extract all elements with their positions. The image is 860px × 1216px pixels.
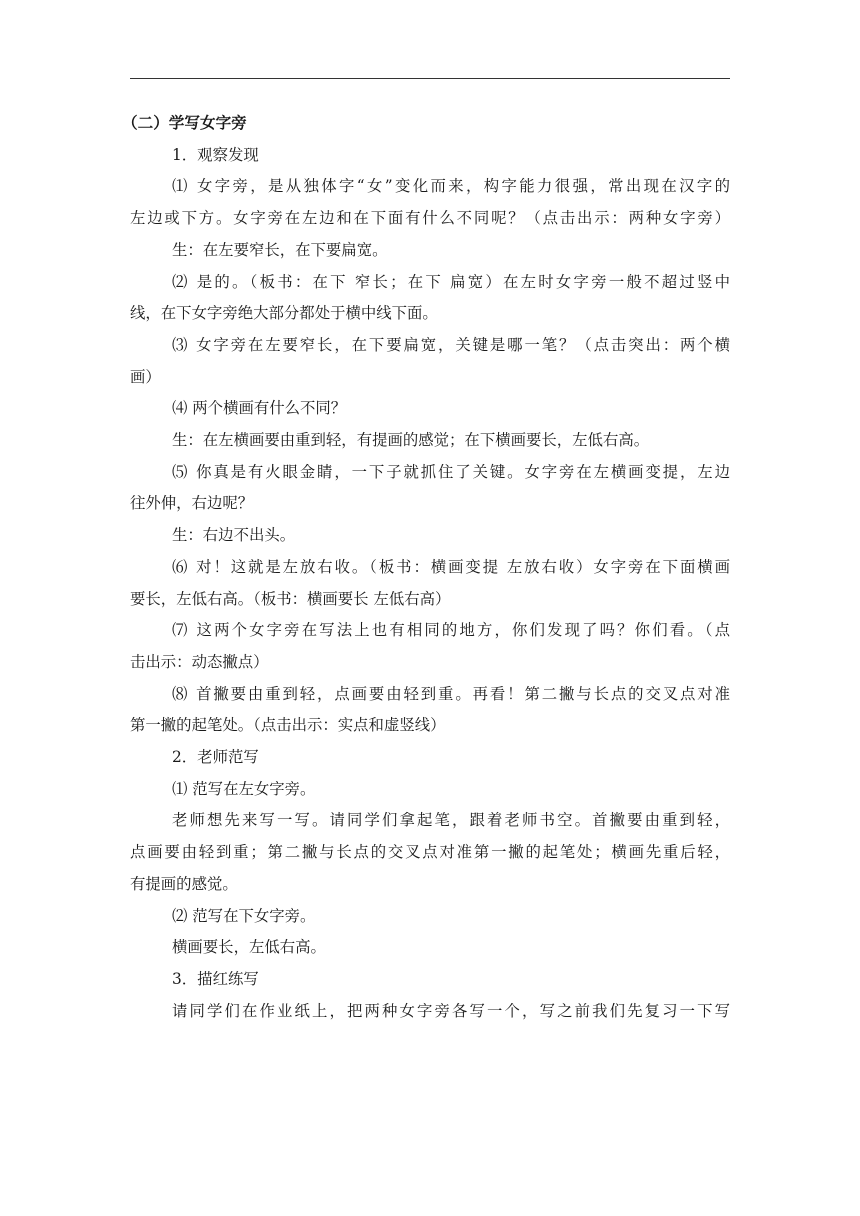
text-line: 2．老师范写 <box>172 748 259 767</box>
section-heading: （二）学写女字旁 <box>122 114 247 132</box>
header-rule <box>130 78 730 79</box>
text-line: 老师想先来写一写。请同学们拿起笔，跟着老师书空。首撇要由重到轻， <box>172 811 730 830</box>
text-line: 有提画的感觉。 <box>130 874 238 893</box>
text-line: 生：在左横画要由重到轻，有提画的感觉；在下横画要长，左低右高。 <box>172 431 650 450</box>
text-line: ⑵ 范写在下女字旁。 <box>172 906 316 925</box>
text-line: 生：在左要窄长，在下要扁宽。 <box>172 240 388 259</box>
text-line: ⑴ 女字旁，是从独体字“女”变化而来，构字能力很强，常出现在汉字的 <box>172 177 730 196</box>
text-line: ⑴ 范写在左女字旁。 <box>172 779 316 798</box>
text-line: ⑺ 这两个女字旁在写法上也有相同的地方，你们发现了吗？你们看。（点 <box>172 621 730 640</box>
text-line: 线，在下女字旁绝大部分都处于横中线下面。 <box>130 304 438 323</box>
text-line: ⑵ 是的。（板书：在下 窄长；在下 扁宽）在左时女字旁一般不超过竖中 <box>172 272 730 291</box>
text-line: 往外伸，右边呢？ <box>130 494 254 513</box>
document-body <box>122 108 730 1027</box>
text-line: 横画要长，左低右高。 <box>172 938 326 957</box>
text-line: 点画要由轻到重；第二撇与长点的交叉点对准第一撇的起笔处；横画先重后轻， <box>130 843 730 862</box>
text-line: ⑻ 首撇要由重到轻，点画要由轻到重。再看！第二撇与长点的交叉点对准 <box>172 684 730 703</box>
text-line: ⑸ 你真是有火眼金睛，一下子就抓住了关键。女字旁在左横画变提，左边 <box>172 462 730 481</box>
paragraph-lines <box>130 140 730 1028</box>
text-line: 左边或下方。女字旁在左边和在下面有什么不同呢？（点击出示：两种女字旁） <box>130 209 730 228</box>
text-line: 1．观察发现 <box>172 145 259 164</box>
text-line: 生：右边不出头。 <box>172 526 296 545</box>
text-line: 击出示：动态撇点） <box>130 652 269 671</box>
text-line: 第一撇的起笔处。（点击出示：实点和虚竖线） <box>130 716 446 735</box>
text-line: ⑹ 对！这就是左放右收。（板书：横画变提 左放右收）女字旁在下面横画 <box>172 557 730 576</box>
text-line: 请同学们在作业纸上，把两种女字旁各写一个，写之前我们先复习一下写 <box>172 1001 730 1020</box>
text-line: ⑶ 女字旁在左要窄长，在下要扁宽，关键是哪一笔？（点击突出：两个横 <box>172 335 730 354</box>
text-line: 3．描红练写 <box>172 969 259 988</box>
text-line: ⑷ 两个横画有什么不同？ <box>172 399 347 418</box>
text-line: 画） <box>130 367 161 386</box>
text-line: 要长，左低右高。（板书：横画要长 左低右高） <box>130 589 451 608</box>
